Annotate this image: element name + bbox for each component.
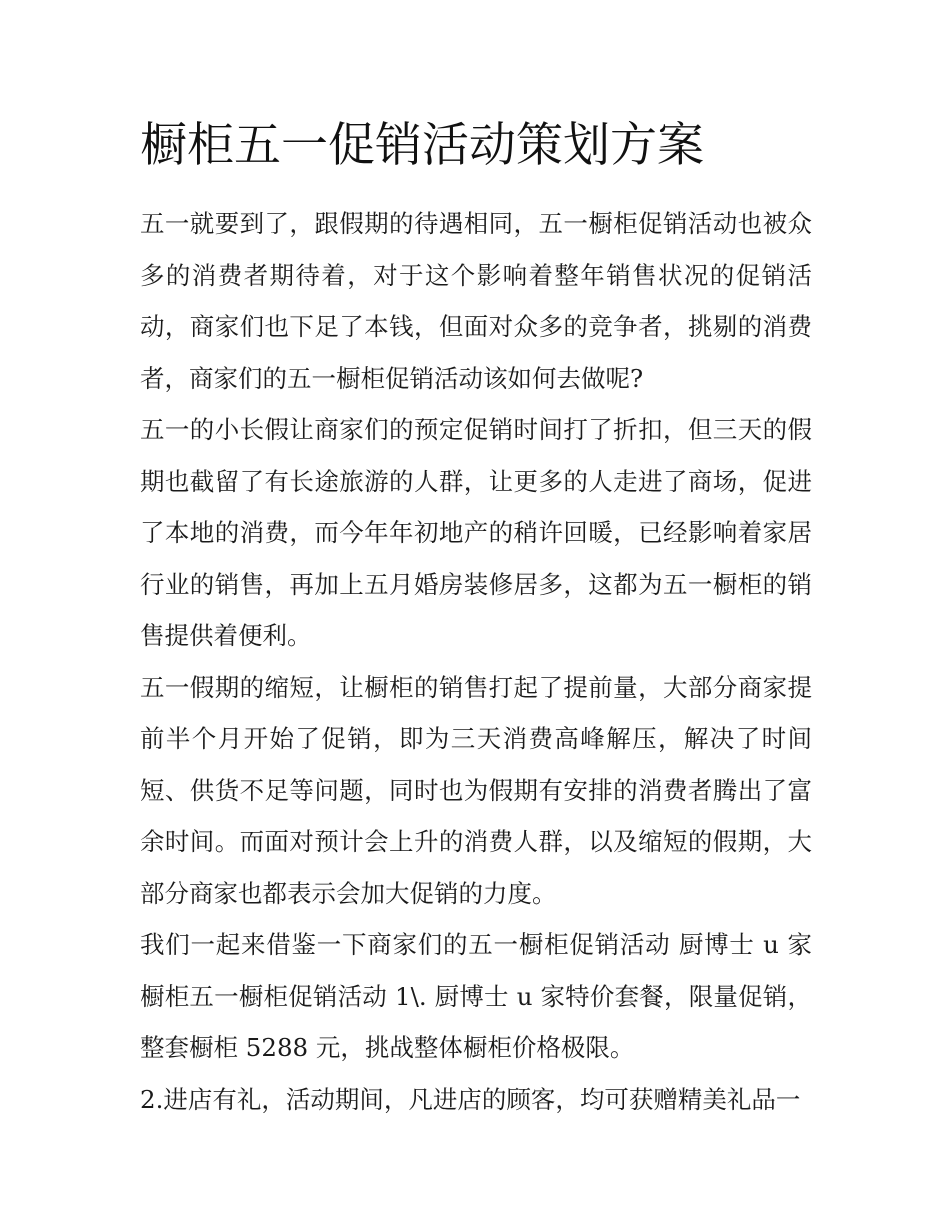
paragraph-gift: 2.进店有礼，活动期间，凡进店的顾客，均可获赠精美礼品一 (140, 1084, 801, 1114)
page-title: 橱柜五一促销活动策划方案 (140, 118, 704, 173)
document-body (140, 198, 812, 1125)
paragraph-early-promotion: 五一假期的缩短，让橱柜的销售打起了提前量，大部分商家提前半个月开始了促销，即为三天消费高峰解压，解决了时间短、供货不足等问题，同时也为假期有安排的消费者腾出了富余时间。而面对预计会上升的消费人群，以及缩短的假期，大部分商家也都表示会加大促销的力度。 (140, 672, 812, 908)
paragraph-intro: 五一就要到了，跟假期的待遇相同，五一橱柜促销活动也被众多的消费者期待着，对于这个影响着整年销售状况的促销活动，商家们也下足了本钱，但面对众多的竞争者，挑剔的消费者，商家们的五一橱柜促销活动该如何去做呢? (140, 209, 812, 393)
paragraph-holiday: 五一的小长假让商家们的预定促销时间打了折扣，但三天的假期也截留了有长途旅游的人群，让更多的人走进了商场，促进了本地的消费，而今年年初地产的稍许回暖，已经影响着家居行业的销售，再加上五月婚房装修居多，这都为五一橱柜的销售提供着便利。 (140, 415, 812, 650)
paragraph-examples: 我们一起来借鉴一下商家们的五一橱柜促销活动 厨博士 u 家橱柜五一橱柜促销活动 1\. 厨博士 u 家特价套餐，限量促销，整套橱柜 5288 元，挑战整体橱柜价格极限。 (140, 930, 812, 1062)
